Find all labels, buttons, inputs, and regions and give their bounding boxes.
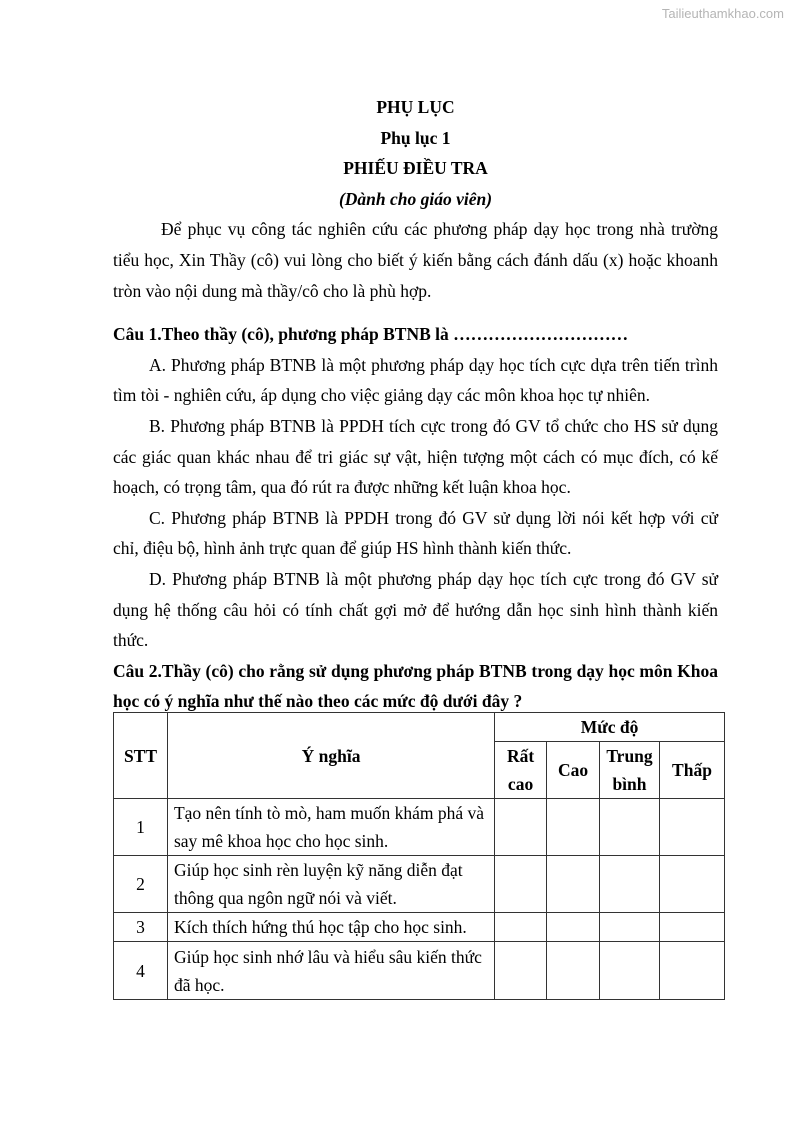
form-title: PHIẾU ĐIỀU TRA bbox=[343, 158, 488, 179]
appendix-title: PHỤ LỤC bbox=[376, 97, 455, 117]
header-stt: STT bbox=[114, 713, 168, 799]
cell-low[interactable] bbox=[659, 942, 724, 1000]
cell-high[interactable] bbox=[547, 856, 600, 913]
cell-medium[interactable] bbox=[600, 942, 660, 1000]
option-b: B. Phương pháp BTNB là PPDH tích cực trong đó GV tổ chức cho HS sử dụng các giác quan khác nhau để tri giác sự vật, hiện tượng một cách có mục đích, có kế hoạch, có trọng tâm, qua đó rút ra được những kết luận khoa học. bbox=[113, 415, 718, 498]
row-stt: 4 bbox=[114, 942, 168, 1000]
row-meaning: Giúp học sinh nhớ lâu và hiểu sâu kiến thức đã học. bbox=[167, 942, 494, 1000]
cell-medium[interactable] bbox=[600, 913, 660, 942]
table-row bbox=[114, 913, 725, 942]
row-meaning: Kích thích hứng thú học tập cho học sinh. bbox=[167, 913, 494, 942]
cell-low[interactable] bbox=[659, 913, 724, 942]
header-level-high: Cao bbox=[547, 742, 600, 799]
cell-very-high[interactable] bbox=[495, 856, 547, 913]
cell-high[interactable] bbox=[547, 913, 600, 942]
header-level: Mức độ bbox=[495, 713, 725, 742]
cell-low[interactable] bbox=[659, 799, 724, 856]
option-c: C. Phương pháp BTNB là PPDH trong đó GV sử dụng lời nói kết hợp với cử chỉ, điệu bộ, hình ảnh trực quan để giúp HS hình thành kiến thức. bbox=[113, 507, 718, 559]
survey-table bbox=[113, 712, 725, 1000]
cell-medium[interactable] bbox=[600, 856, 660, 913]
watermark: Tailieuthamkhao.com bbox=[661, 6, 784, 21]
table-row bbox=[114, 856, 725, 913]
intro-paragraph: Để phục vụ công tác nghiên cứu các phương pháp dạy học trong nhà trường tiểu học, Xin Thầy (cô) vui lòng cho biết ý kiến bằng cách đánh dấu (x) hoặc khoanh tròn vào nội dung mà thầy/cô cho là phù hợp. bbox=[113, 219, 718, 301]
header-meaning: Ý nghĩa bbox=[167, 713, 494, 799]
header-level-low: Thấp bbox=[659, 742, 724, 799]
row-stt: 3 bbox=[114, 913, 168, 942]
cell-low[interactable] bbox=[659, 856, 724, 913]
question-1: Câu 1.Theo thầy (cô), phương pháp BTNB là ………………………… bbox=[113, 324, 629, 345]
row-stt: 2 bbox=[114, 856, 168, 913]
cell-high[interactable] bbox=[547, 799, 600, 856]
audience-note: (Dành cho giáo viên) bbox=[338, 188, 493, 209]
appendix-subtitle: Phụ lục 1 bbox=[380, 127, 451, 148]
option-a: A. Phương pháp BTNB là một phương pháp dạy học tích cực dựa trên tiến trình tìm tòi - nghiên cứu, áp dụng cho việc giảng dạy các môn khoa học tự nhiên. bbox=[113, 354, 718, 406]
table-row bbox=[114, 942, 725, 1000]
cell-very-high[interactable] bbox=[495, 799, 547, 856]
header-level-very-high: Rất cao bbox=[495, 742, 547, 799]
table-row bbox=[114, 799, 725, 856]
option-d: D. Phương pháp BTNB là một phương pháp dạy học tích cực trong đó GV sử dụng hệ thống câu hỏi có tính chất gợi mở để hướng dẫn học sinh hình thành kiến thức. bbox=[113, 568, 718, 651]
document-body bbox=[113, 92, 718, 717]
question-2: Câu 2.Thầy (cô) cho rằng sử dụng phương pháp BTNB trong dạy học môn Khoa học có ý nghĩa như thế nào theo các mức độ dưới đây ? bbox=[113, 660, 718, 712]
header-level-medium: Trung bình bbox=[600, 742, 660, 799]
row-meaning: Giúp học sinh rèn luyện kỹ năng diễn đạt thông qua ngôn ngữ nói và viết. bbox=[167, 856, 494, 913]
cell-very-high[interactable] bbox=[495, 942, 547, 1000]
row-stt: 1 bbox=[114, 799, 168, 856]
row-meaning: Tạo nên tính tò mò, ham muốn khám phá và say mê khoa học cho học sinh. bbox=[167, 799, 494, 856]
cell-high[interactable] bbox=[547, 942, 600, 1000]
cell-very-high[interactable] bbox=[495, 913, 547, 942]
cell-medium[interactable] bbox=[600, 799, 660, 856]
